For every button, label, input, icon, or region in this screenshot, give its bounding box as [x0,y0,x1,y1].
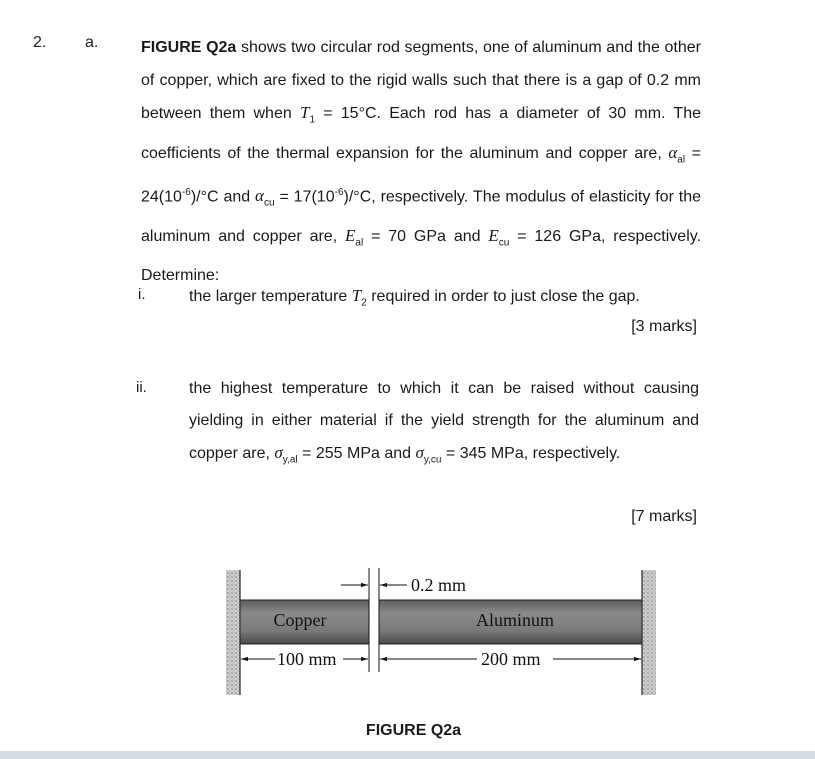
sub-i-text: the larger temperature $T_2$ required in order to just close the gap. [189,286,640,309]
aluminum-length: 200 mm [481,649,541,669]
aluminum-label: Aluminum [475,610,555,630]
copper-length: 100 mm [277,649,337,669]
copper-label: Copper [273,610,327,630]
question-intro: FIGURE Q2a shows two circular rod segments, one of aluminum and the other of copper, which are fixed to the rigid walls such that there is a gap of 0.2 mm between them when $T_1 = 15^\circ C$. Each rod has a diameter of 30 mm. The coefficients of the thermal expansion for the aluminum and copper are, $\alpha_{al} = 24(10^{-6})/^\circ C$ and $\alpha_{cu} = 17(10^{-6})/^\circ C$, respectively. The modulus of elasticity for the aluminum and copper are, $E_{al} = 70$ GPa and $E_{cu} = 126$ GPa, respectively. Determine: [141,39,702,285]
alpha-al-symbol: $\alpha_{al}$ [668,143,686,166]
bottom-bar [0,751,815,759]
alpha-cu-symbol: $\alpha_{cu}$ [255,186,275,209]
gap-label: 0.2 mm [411,575,467,595]
figure-reference: FIGURE Q2a [141,39,237,56]
e-al-symbol: $E_{al}$ [345,226,364,249]
sub-ii-text: the highest temperature to which it can be raised without causing yielding in either material if the yield strength for the aluminum and copper are, $\sigma_{y,al} = 255$ MPa and $\sigma_{y,cu} = 345$ MPa, respectively. [189,380,699,466]
sub-ii-marks: [7 marks] [631,508,697,525]
figure-caption: FIGURE Q2a [365,722,462,739]
sigma-ycu-symbol: $\sigma_{y,cu}$ [415,443,442,466]
question-number: 2. [33,34,47,51]
sub-ii-label: ii. [136,379,147,396]
sub-i-label: i. [138,286,146,303]
sigma-yal-symbol: $\sigma_{y,al}$ [274,443,298,466]
sub-i-marks: [3 marks] [631,318,697,335]
right-wall [642,570,656,695]
part-label: a. [85,34,99,51]
t2-symbol: $T_2$ [351,286,367,309]
t1-symbol: $T_1$ [299,103,315,126]
e-cu-symbol: $E_{cu}$ [488,226,510,249]
left-wall [226,570,240,695]
rod-diagram [215,560,665,700]
